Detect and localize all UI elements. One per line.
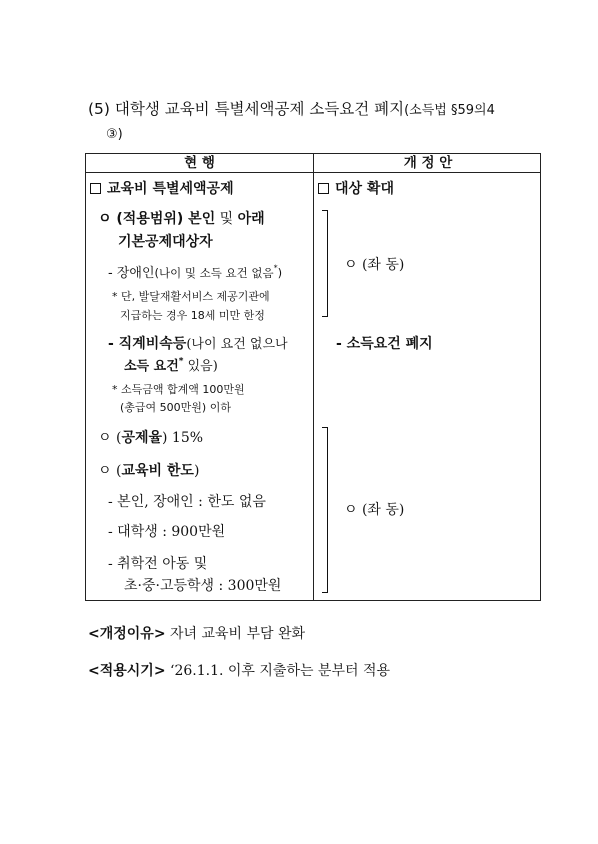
scope-line-2: 기본공제대상자 xyxy=(118,234,213,250)
reason-paragraph xyxy=(88,623,305,643)
limit-self-line: - 본인, 장애인 : 한도 없음 xyxy=(108,494,266,510)
heading-line-2: ③) xyxy=(106,127,123,142)
note2-line-2: (총급여 500만원) 이하 xyxy=(120,401,231,414)
lineal-line-1: - 직계비속등(나이 요건 없으나 xyxy=(108,336,288,352)
limit-pre-line-2: 초·중·고등학생 : 300만원 xyxy=(124,578,282,594)
header-revised: 개 정 안 xyxy=(403,155,453,171)
scope-line-1: ㅇ (적용범위) 본인 및 아래 xyxy=(98,211,265,227)
heading-law-ref: (소득법 §59의4 xyxy=(404,103,495,118)
note1-line-1: * 단, 발달재활서비스 제공기관에 xyxy=(112,290,270,303)
table-header xyxy=(86,154,540,173)
lineal-line-2: 소득 요건* 있음) xyxy=(124,356,218,374)
effective-text: ‘26.1.1. 이후 지출하는 분부터 적용 xyxy=(165,663,391,679)
column-divider xyxy=(313,154,314,600)
disabled-line: - 장애인(나이 및 소득 요건 없음*) xyxy=(108,263,283,281)
limit-line: ㅇ (교육비 한도) xyxy=(98,463,200,479)
limit-univ-line: - 대학생 : 900만원 xyxy=(108,524,226,540)
revised-income-removed: - 소득요건 폐지 xyxy=(336,336,433,352)
revised-section-title: 대상 확대 xyxy=(318,178,394,198)
checkbox-icon xyxy=(90,183,101,194)
rate-line: ㅇ (공제율) 15% xyxy=(98,430,204,446)
checkbox-icon xyxy=(318,183,329,194)
limit-pre-line-1: - 취학전 아동 및 xyxy=(108,556,208,572)
current-section-title: 교육비 특별세액공제 xyxy=(90,178,234,198)
reason-label: <개정이유> xyxy=(88,626,166,642)
revised-same-1: ㅇ (좌 동) xyxy=(344,257,405,273)
comparison-table xyxy=(85,153,541,601)
bracket-right-1 xyxy=(322,210,328,317)
reason-text: 자녀 교육비 부담 완화 xyxy=(165,626,306,642)
note2-line-1: * 소득금액 합계액 100만원 xyxy=(112,383,245,396)
revised-same-2: ㅇ (좌 동) xyxy=(344,502,405,518)
header-current: 현 행 xyxy=(184,155,215,171)
heading-line-1 xyxy=(88,97,548,123)
heading-title: (5) 대학생 교육비 특별세액공제 소득요건 폐지 xyxy=(88,100,405,118)
note1-line-2: 지급하는 경우 18세 미만 한정 xyxy=(120,309,265,322)
section-heading xyxy=(88,97,548,147)
bracket-right-2 xyxy=(322,427,328,593)
effective-label: <적용시기> xyxy=(88,663,166,679)
effective-paragraph xyxy=(88,660,390,680)
